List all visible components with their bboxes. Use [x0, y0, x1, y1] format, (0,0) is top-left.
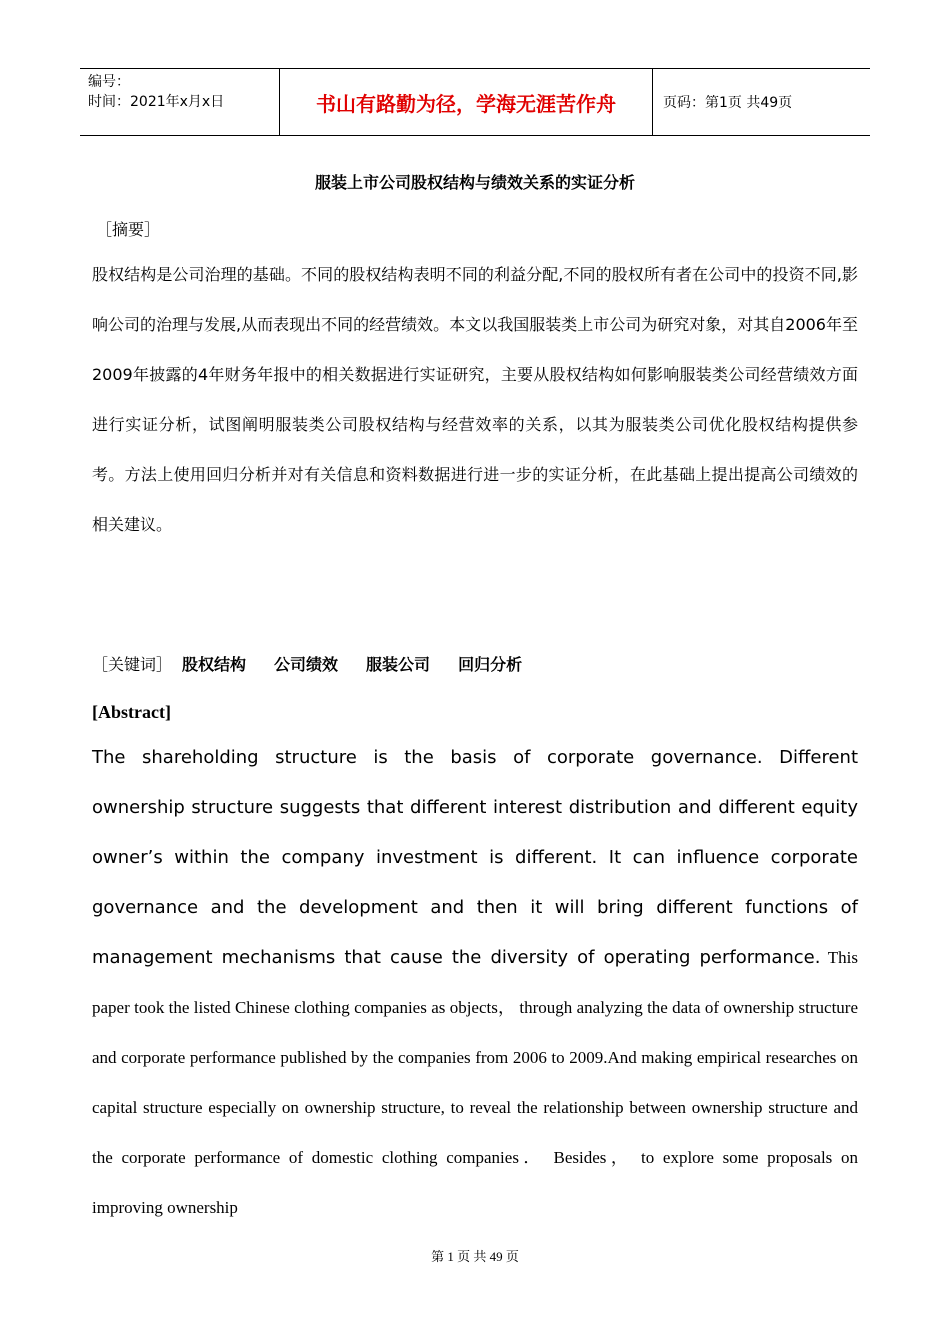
document-title: 服装上市公司股权结构与绩效关系的实证分析 [314, 173, 635, 192]
abstract-label: ［摘要］ [96, 220, 161, 239]
keyword-item: 服装公司 [366, 655, 431, 674]
keyword-item: 公司绩效 [274, 655, 339, 674]
abstract-en-label: [Abstract] [92, 702, 171, 722]
abstract-en-part2: This paper took the listed Chinese clothing companies as objects， through analyzing the data of ownership structure and corporate performance published by the companies from 2006 to 2009.And making empirical researches on capital structure especially on ownership structure, to reveal the relationship between ownership structure and the corporate performance of domestic clothing companies． Besides， to explore some proposals on improving ownership [92, 948, 858, 1217]
serial-label: 编号： [88, 74, 130, 90]
abstract-en-part1: The shareholding structure is the basis of corporate governance. Different ownership structure suggests that different interest distribution and different equity owner’s within the company investment is different. It can influence corporate governance and the development and then it will bring different functions of management mechanisms that cause the diversity of operating performance. [92, 747, 858, 968]
keywords-line [92, 652, 522, 675]
header-motto: 书山有路勤为径，学海无涯苦作舟 [280, 69, 653, 135]
keyword-item: 股权结构 [182, 655, 247, 674]
abstract-en-paragraph [92, 733, 858, 1233]
keywords-label: ［关键词］ [92, 655, 173, 674]
header-page-info: 页码：第1页 共49页 [663, 95, 793, 111]
header-meta [80, 69, 280, 135]
page-header [80, 68, 870, 136]
date-label: 时间：2021年x月x日 [88, 94, 225, 110]
page-footer: 第 1 页 共 49 页 [431, 1249, 519, 1264]
abstract-cn-paragraph: 股权结构是公司治理的基础。不同的股权结构表明不同的利益分配,不同的股权所有者在公司中的投资不同,影响公司的治理与发展,从而表现出不同的经营绩效。本文以我国服装类上市公司为研究对象，对其自2006年至2009年披露的4年财务年报中的相关数据进行实证研究，主要从股权结构如何影响服装类公司经营绩效方面进行实证分析，试图阐明服装类公司股权结构与经营效率的关系，以其为服装类公司优化股权结构提供参考。方法上使用回归分析并对有关信息和资料数据进行进一步的实证分析，在此基础上提出提高公司绩效的相关建议。 [92, 265, 858, 534]
keyword-item: 回归分析 [458, 655, 523, 674]
